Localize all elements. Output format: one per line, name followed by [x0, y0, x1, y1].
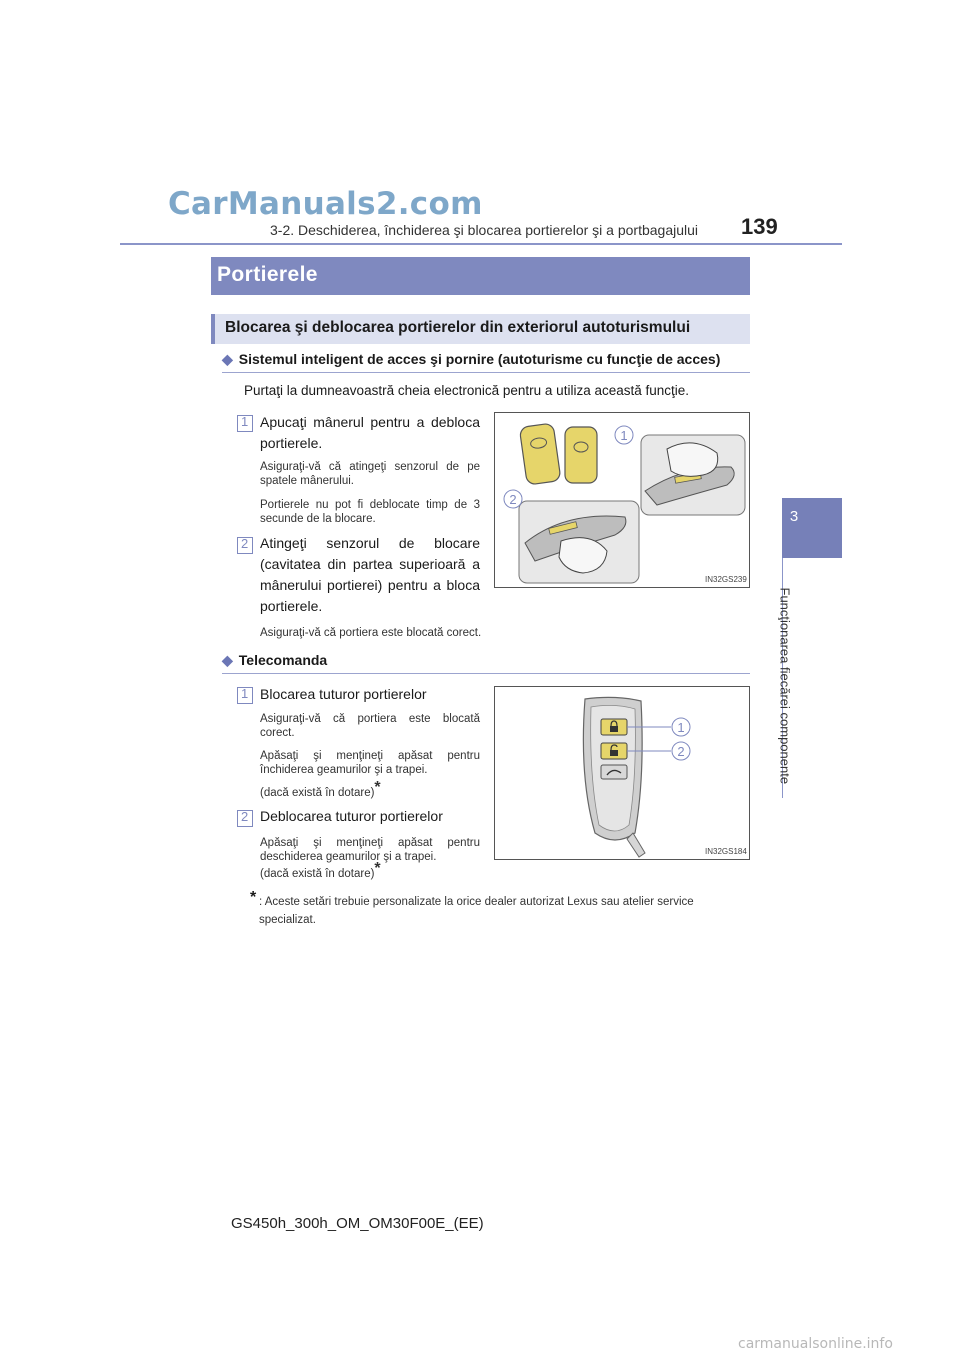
footnote-text: : Aceste setări trebuie personalizate la orice dealer autorizat Lexus sau atelier service specializat. — [259, 896, 694, 926]
page-number: 139 — [741, 214, 778, 239]
smart-key-icon — [519, 423, 561, 485]
remote-step1: Blocarea tuturor portierelor — [260, 686, 427, 702]
smart-entry-step1-note2: Portierele nu pot fi deblocate timp de 3 secunde de la blocare. — [260, 499, 480, 525]
subtitle-bar — [211, 314, 750, 344]
document-code: GS450h_300h_OM_OM30F00E_(EE) — [231, 1215, 484, 1232]
watermark-top: CarManuals2.com — [168, 186, 483, 222]
smart-entry-rule — [222, 372, 750, 373]
smart-entry-step2: Atingeţi senzorul de blocare (cavitatea din partea superioară a mânerului portierei) pentru a bloca portierele. — [260, 535, 480, 614]
page-title: Portierele — [217, 263, 318, 286]
smart-entry-intro: Purtaţi la dumneavoastră cheia electronică pentru a utiliza această funcţie. — [244, 383, 690, 398]
smart-key-icon — [565, 427, 597, 483]
figure-code: IN32GS239 — [705, 575, 747, 584]
remote-step2-availability: (dacă există în dotare)* — [260, 860, 381, 880]
callout-1: 1 — [620, 428, 628, 443]
step-number-badge: 1 — [237, 414, 253, 431]
subtitle: Blocarea şi deblocarea portierelor din exteriorul autoturismului — [225, 319, 691, 336]
door-handle-illustration — [495, 413, 749, 587]
footnote-star: * — [374, 860, 381, 877]
page-title-bar — [211, 257, 750, 295]
remote-heading — [222, 652, 327, 669]
header-rule — [120, 243, 842, 245]
remote-step1-note2: Apăsaţi şi menţineţi apăsat pentru închiderea geamurilor şi a trapei. — [260, 750, 480, 776]
watermark-bottom: carmanualsonline.info — [738, 1336, 893, 1352]
remote-key-illustration — [495, 687, 749, 859]
callout-1: 1 — [677, 720, 685, 735]
unlock-button-icon — [601, 743, 627, 759]
remote-step1-note1: Asiguraţi-vă că portiera este blocată corect. — [260, 713, 480, 739]
smart-entry-heading — [222, 351, 720, 368]
footnote-marker: * — [250, 889, 257, 906]
callout-2: 2 — [509, 492, 517, 507]
remote-step2: Deblocarea tuturor portierelor — [260, 808, 443, 824]
smart-entry-step1: Apucaţi mânerul pentru a debloca portierele. — [260, 414, 480, 451]
chapter-number: 3 — [789, 508, 799, 525]
step-number-badge: 2 — [237, 809, 253, 826]
trunk-button-icon — [601, 765, 627, 779]
smart-entry-step1-note1: Asiguraţi-vă că atingeţi senzorul de pe spatele mânerului. — [260, 461, 480, 487]
step-number-badge: 2 — [237, 536, 253, 553]
chapter-tab — [782, 498, 842, 558]
remote-heading-text: Telecomanda — [238, 652, 328, 668]
lock-button-icon — [601, 719, 627, 735]
figure-code: IN32GS184 — [705, 847, 747, 856]
remote-step1-availability: (dacă există în dotare)* — [260, 779, 381, 799]
footnote-star: * — [374, 779, 381, 796]
smart-entry-step2-note: Asiguraţi-vă că portiera este blocată corect. — [260, 627, 482, 639]
smart-entry-heading-text: Sistemul inteligent de acces şi pornire (autoturisme cu funcţie de acces) — [238, 351, 721, 367]
header-section-title: 3-2. Deschiderea, închiderea şi blocarea portierelor şi a portbagajului — [270, 222, 699, 238]
door-handle-figure — [494, 412, 750, 588]
step-number-badge: 1 — [237, 686, 253, 703]
chapter-label: Funcţionarea fiecărei componente — [777, 587, 793, 785]
remote-step2-note1: Apăsaţi şi menţineţi apăsat pentru deschiderea geamurilor şi a trapei. — [260, 837, 480, 863]
diamond-icon: ◆ — [222, 652, 233, 668]
remote-key-figure — [494, 686, 750, 860]
remote-rule — [222, 673, 750, 674]
callout-2: 2 — [677, 744, 685, 759]
diamond-icon: ◆ — [222, 351, 233, 367]
